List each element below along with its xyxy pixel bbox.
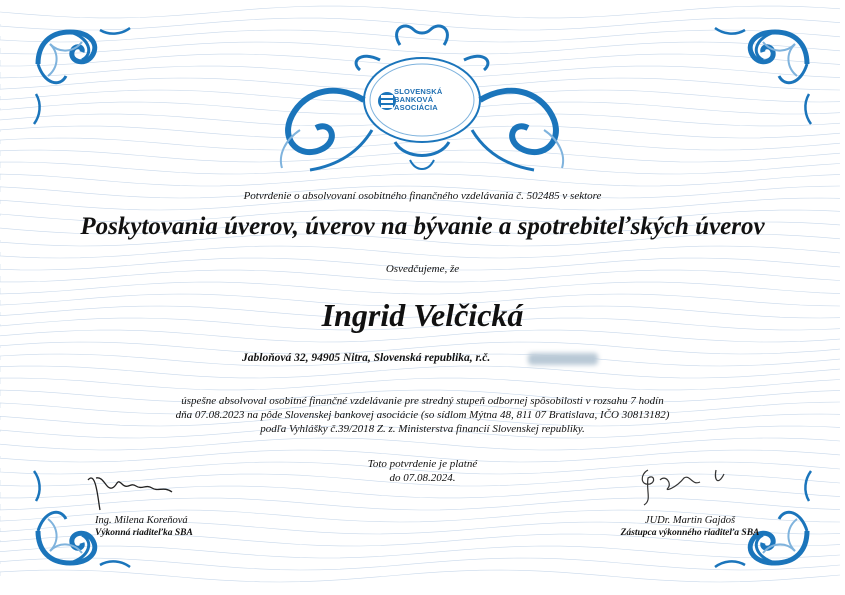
validity-line-2: do 07.08.2024.: [389, 472, 456, 484]
signatory-left-name: Ing. Milena Koreňová: [95, 515, 188, 526]
signatory-left-role: Výkonná riaditeľka SBA: [95, 528, 193, 538]
logo-line-2: BANKOVÁ: [394, 95, 434, 104]
certificate-intro: Potvrdenie o absolvovaní osobitného finančného vzdelávania č. 502485 v sektore: [243, 190, 602, 202]
recipient-address: Jabloňová 32, 94905 Nitra, Slovenská republika, r.č.: [242, 352, 491, 364]
logo-line-1: SLOVENSKÁ: [394, 87, 443, 96]
signatory-left: [95, 515, 275, 538]
sba-logo-text: [394, 88, 442, 112]
attestation-text: Osvedčujeme, že: [385, 263, 460, 275]
signatory-right-name: JUDr. Martin Gajdoš: [644, 515, 736, 526]
completion-statement-line-3: podľa Vyhlášky č.39/2018 Z. z. Ministerstva financií Slovenskej republiky.: [260, 423, 585, 435]
logo-line-3: ASOCIÁCIA: [394, 103, 438, 112]
signatory-right-role: Zástupca výkonného riaditeľa SBA: [620, 528, 760, 538]
certificate-sector-title: Poskytovania úverov, úverov na bývanie a spotrebiteľských úverov: [80, 213, 765, 240]
validity-line-1: Toto potvrdenie je platné: [367, 458, 478, 470]
redacted-birth-number: [528, 353, 598, 365]
recipient-name: Ingrid Velčická: [321, 297, 524, 333]
completion-statement-line-2: dňa 07.08.2023 na pôde Slovenskej bankovej asociácie (so sídlom Mýtna 48, 811 07 Bratislava, IČO 30813182): [175, 409, 670, 421]
completion-statement-line-1: úspešne absolvoval osobitné finančné vzdelávanie pre stredný stupeň odbornej spôsobilosti v rozsahu 7 hodín: [181, 395, 664, 407]
signatory-right: [600, 515, 780, 538]
